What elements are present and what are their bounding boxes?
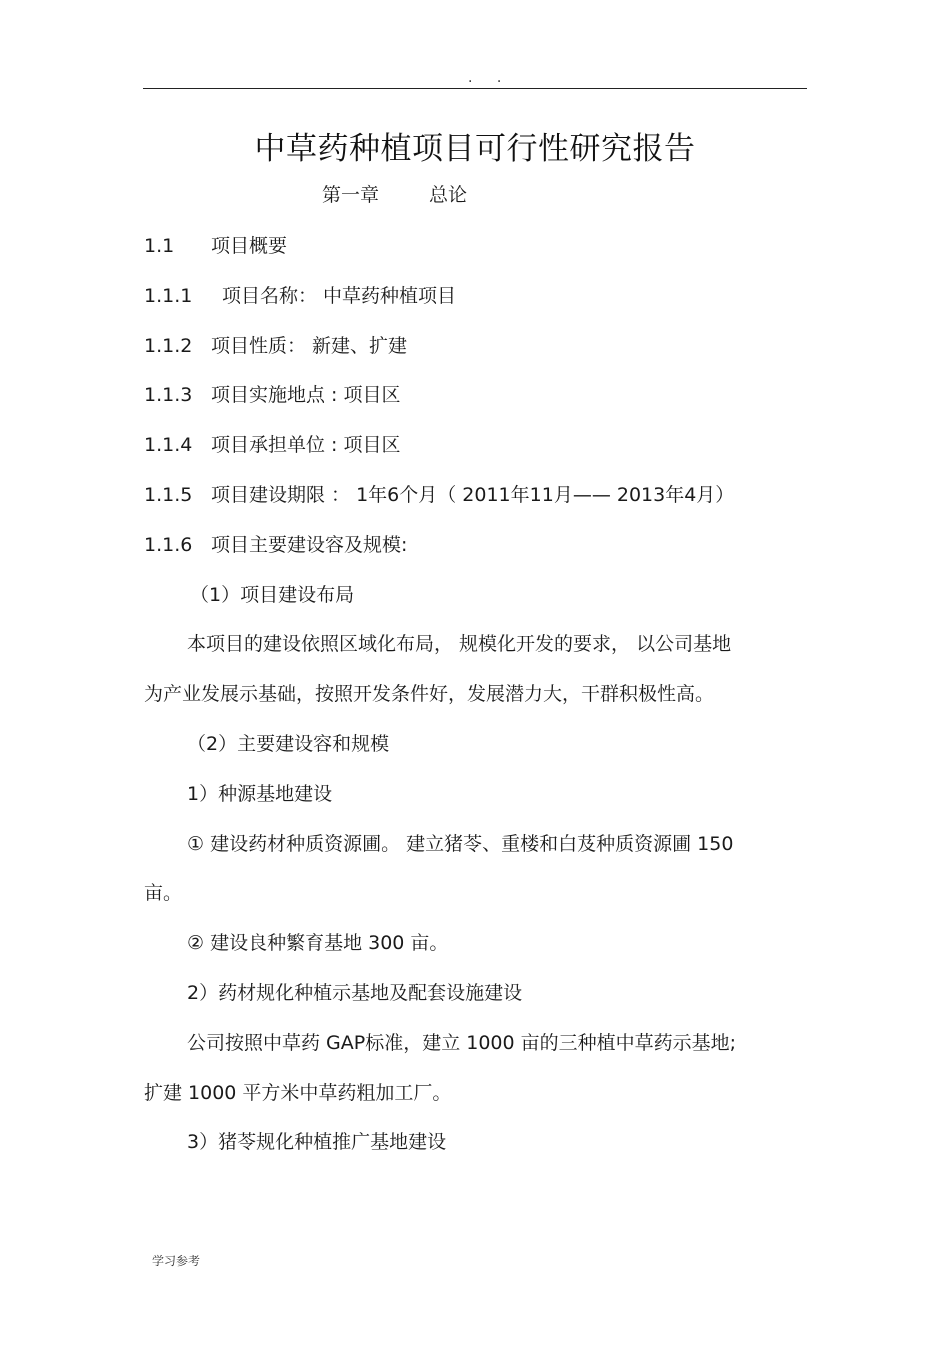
section-heading — [144, 430, 400, 457]
section-text: 项目建设期限 ： 1年6个月（ 2011年11月—— 2013年4月） — [211, 484, 735, 506]
section-heading — [144, 480, 734, 507]
list-item: 1）种源基地建设 — [187, 783, 333, 805]
section-number: 1.1 — [144, 235, 175, 257]
section-number: 1.1.1 — [144, 285, 193, 307]
list-item: ① 建设药材种质资源圃。 建立猪苓、重楼和白芨种质资源圃 150 — [187, 833, 734, 855]
subsection-heading: （1）项目建设布局 — [190, 584, 355, 606]
section-text: 项目概要 — [211, 235, 288, 257]
header-dots: . . — [468, 70, 512, 86]
list-item: 2）药材规化种植示基地及配套设施建设 — [187, 982, 523, 1004]
section-text: 项目实施地点 : 项目区 — [211, 384, 401, 406]
section-number: 1.1.4 — [144, 434, 193, 456]
section-number: 1.1.2 — [144, 335, 193, 357]
subsection-heading: （2）主要建设容和规模 — [187, 733, 390, 755]
section-number: 1.1.3 — [144, 384, 193, 406]
section-text: 项目主要建设容及规模: — [211, 534, 408, 556]
paragraph-line: 亩。 — [144, 882, 183, 904]
list-item: 3）猪苓规化种植推广基地建设 — [187, 1131, 447, 1153]
section-number: 1.1.5 — [144, 484, 193, 506]
chapter-number: 第一章 — [322, 184, 380, 206]
section-text: 项目名称： 中草药种植项目 — [222, 285, 457, 307]
header-rule — [143, 88, 807, 89]
section-number: 1.1.6 — [144, 534, 193, 556]
chapter-title: 总论 — [429, 184, 468, 206]
section-heading — [144, 231, 287, 258]
section-heading — [144, 281, 456, 308]
section-text: 项目性质： 新建、扩建 — [211, 335, 408, 357]
paragraph-line: 为产业发展示基础，按照开发条件好，发展潜力大，干群积极性高。 — [144, 683, 715, 705]
document-title: 中草药种植项目可行性研究报告 — [254, 131, 696, 167]
section-heading — [144, 380, 400, 407]
section-text: 项目承担单位 : 项目区 — [211, 434, 401, 456]
footer-text: 学习参考 — [152, 1254, 201, 1268]
section-heading — [144, 331, 407, 358]
paragraph-line: 公司按照中草药 GAP标准，建立 1000 亩的三种植中草药示基地; — [187, 1032, 737, 1054]
paragraph-line: 本项目的建设依照区域化布局， 规模化开发的要求， 以公司基地 — [187, 633, 732, 655]
section-heading — [144, 530, 407, 557]
list-item: ② 建设良种繁育基地 300 亩。 — [187, 932, 449, 954]
chapter-heading — [322, 180, 467, 207]
paragraph-line: 扩建 1000 平方米中草药粗加工厂。 — [144, 1082, 452, 1104]
